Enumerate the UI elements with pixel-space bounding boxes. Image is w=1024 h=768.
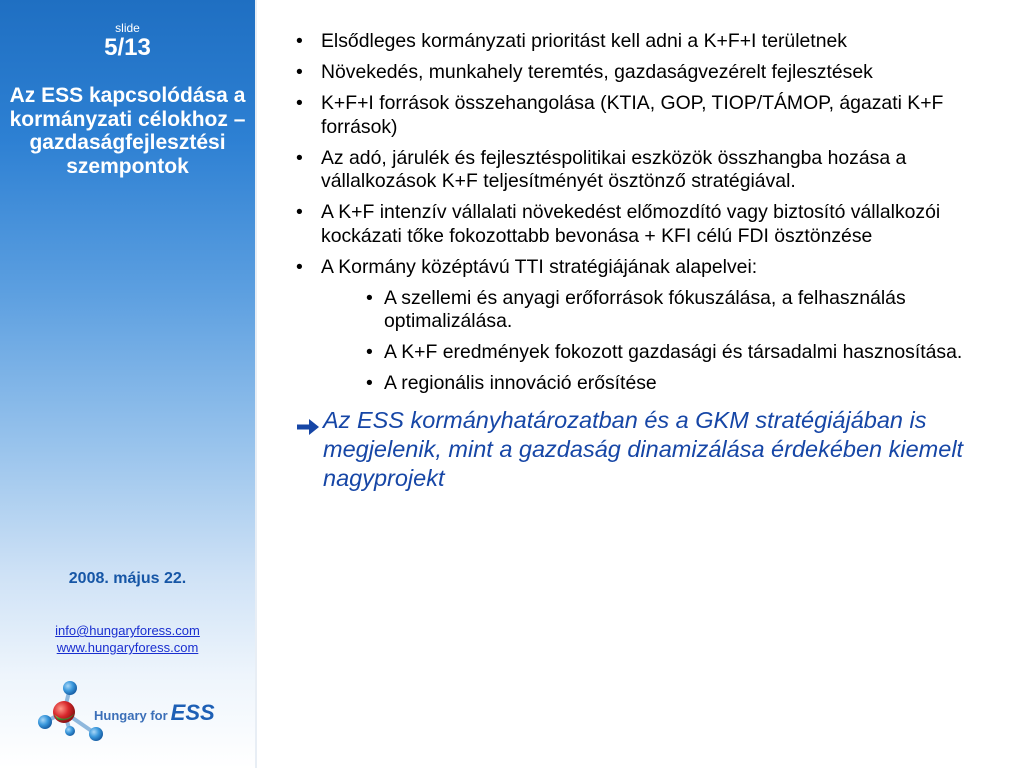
bullet-item	[296, 147, 996, 194]
bullet-text: A K+F intenzív vállalati növekedést előmozdító vagy biztosító vállalkozói kockázati tőke fokozottabb bevonása + KFI célú FDI ösztönzése	[321, 201, 941, 247]
bullet-item	[296, 30, 996, 54]
bullet-text: A Kormány középtávú TTI stratégiájának alapelvei:	[321, 255, 758, 278]
slide-title: Az ESS kapcsolódása a kormányzati célokhoz – gazdaságfejlesztési szempontok	[9, 84, 246, 178]
highlight-statement	[296, 406, 996, 493]
highlight-text: Az ESS kormányhatározatban és a GKM stratégiájában is megjelenik, mint a gazdaság dinamizálása érdekében kiemelt nagyprojekt	[323, 406, 964, 491]
bullet-symbol: •	[366, 341, 373, 363]
sub-bullet-item	[296, 341, 996, 365]
sub-bullet-text: A K+F eredmények fokozott gazdasági és társadalmi hasznosítása.	[384, 341, 963, 363]
bullet-symbol: •	[366, 286, 373, 309]
arrow-right-icon	[296, 414, 320, 443]
contact-email-link[interactable]: info@hungaryforess.com	[55, 623, 200, 638]
sub-bullet-text: A szellemi és anyagi erőforrások fókuszálása, a felhasználás optimalizálása.	[384, 286, 906, 332]
bullet-symbol: •	[296, 255, 303, 278]
bullet-item	[296, 92, 996, 139]
bullet-symbol: •	[296, 61, 303, 83]
bullet-symbol: •	[296, 92, 303, 114]
presentation-date: 2008. május 22.	[68, 570, 187, 587]
bullet-text: Növekedés, munkahely teremtés, gazdaságvezérelt fejlesztések	[321, 61, 873, 83]
bullet-symbol: •	[296, 30, 303, 52]
bullet-symbol: •	[296, 146, 303, 169]
slide-content	[296, 30, 996, 493]
bullet-symbol: •	[296, 201, 303, 223]
slide-number: 5/13	[104, 34, 151, 61]
hungary-for-ess-logo	[34, 678, 214, 744]
bullet-item	[296, 201, 996, 248]
slide-caption: slide	[115, 21, 140, 35]
bullet-text: Az adó, járulék és fejlesztéspolitikai eszközök összhangba hozása a vállalkozások K+F teljesítményét ösztönző stratégiával.	[321, 146, 907, 192]
bullet-text: K+F+I források összehangolása (KTIA, GOP, TIOP/TÁMOP, ágazati K+F források)	[321, 92, 944, 138]
sidebar	[0, 0, 255, 768]
logo-text	[94, 700, 215, 726]
sidebar-divider	[255, 0, 257, 768]
website-link[interactable]: www.hungaryforess.com	[56, 640, 199, 655]
sub-bullet-item	[296, 287, 996, 334]
bullet-item	[296, 61, 996, 85]
bullet-symbol: •	[366, 372, 373, 394]
logo-text-big: ESS	[170, 700, 215, 725]
bullet-item	[296, 256, 996, 280]
sub-bullet-text: A regionális innováció erősítése	[384, 372, 657, 394]
sub-bullet-item	[296, 372, 996, 396]
logo-text-small: Hungary for	[94, 708, 168, 723]
bullet-text: Elsődleges kormányzati prioritást kell adni a K+F+I területnek	[321, 30, 847, 52]
